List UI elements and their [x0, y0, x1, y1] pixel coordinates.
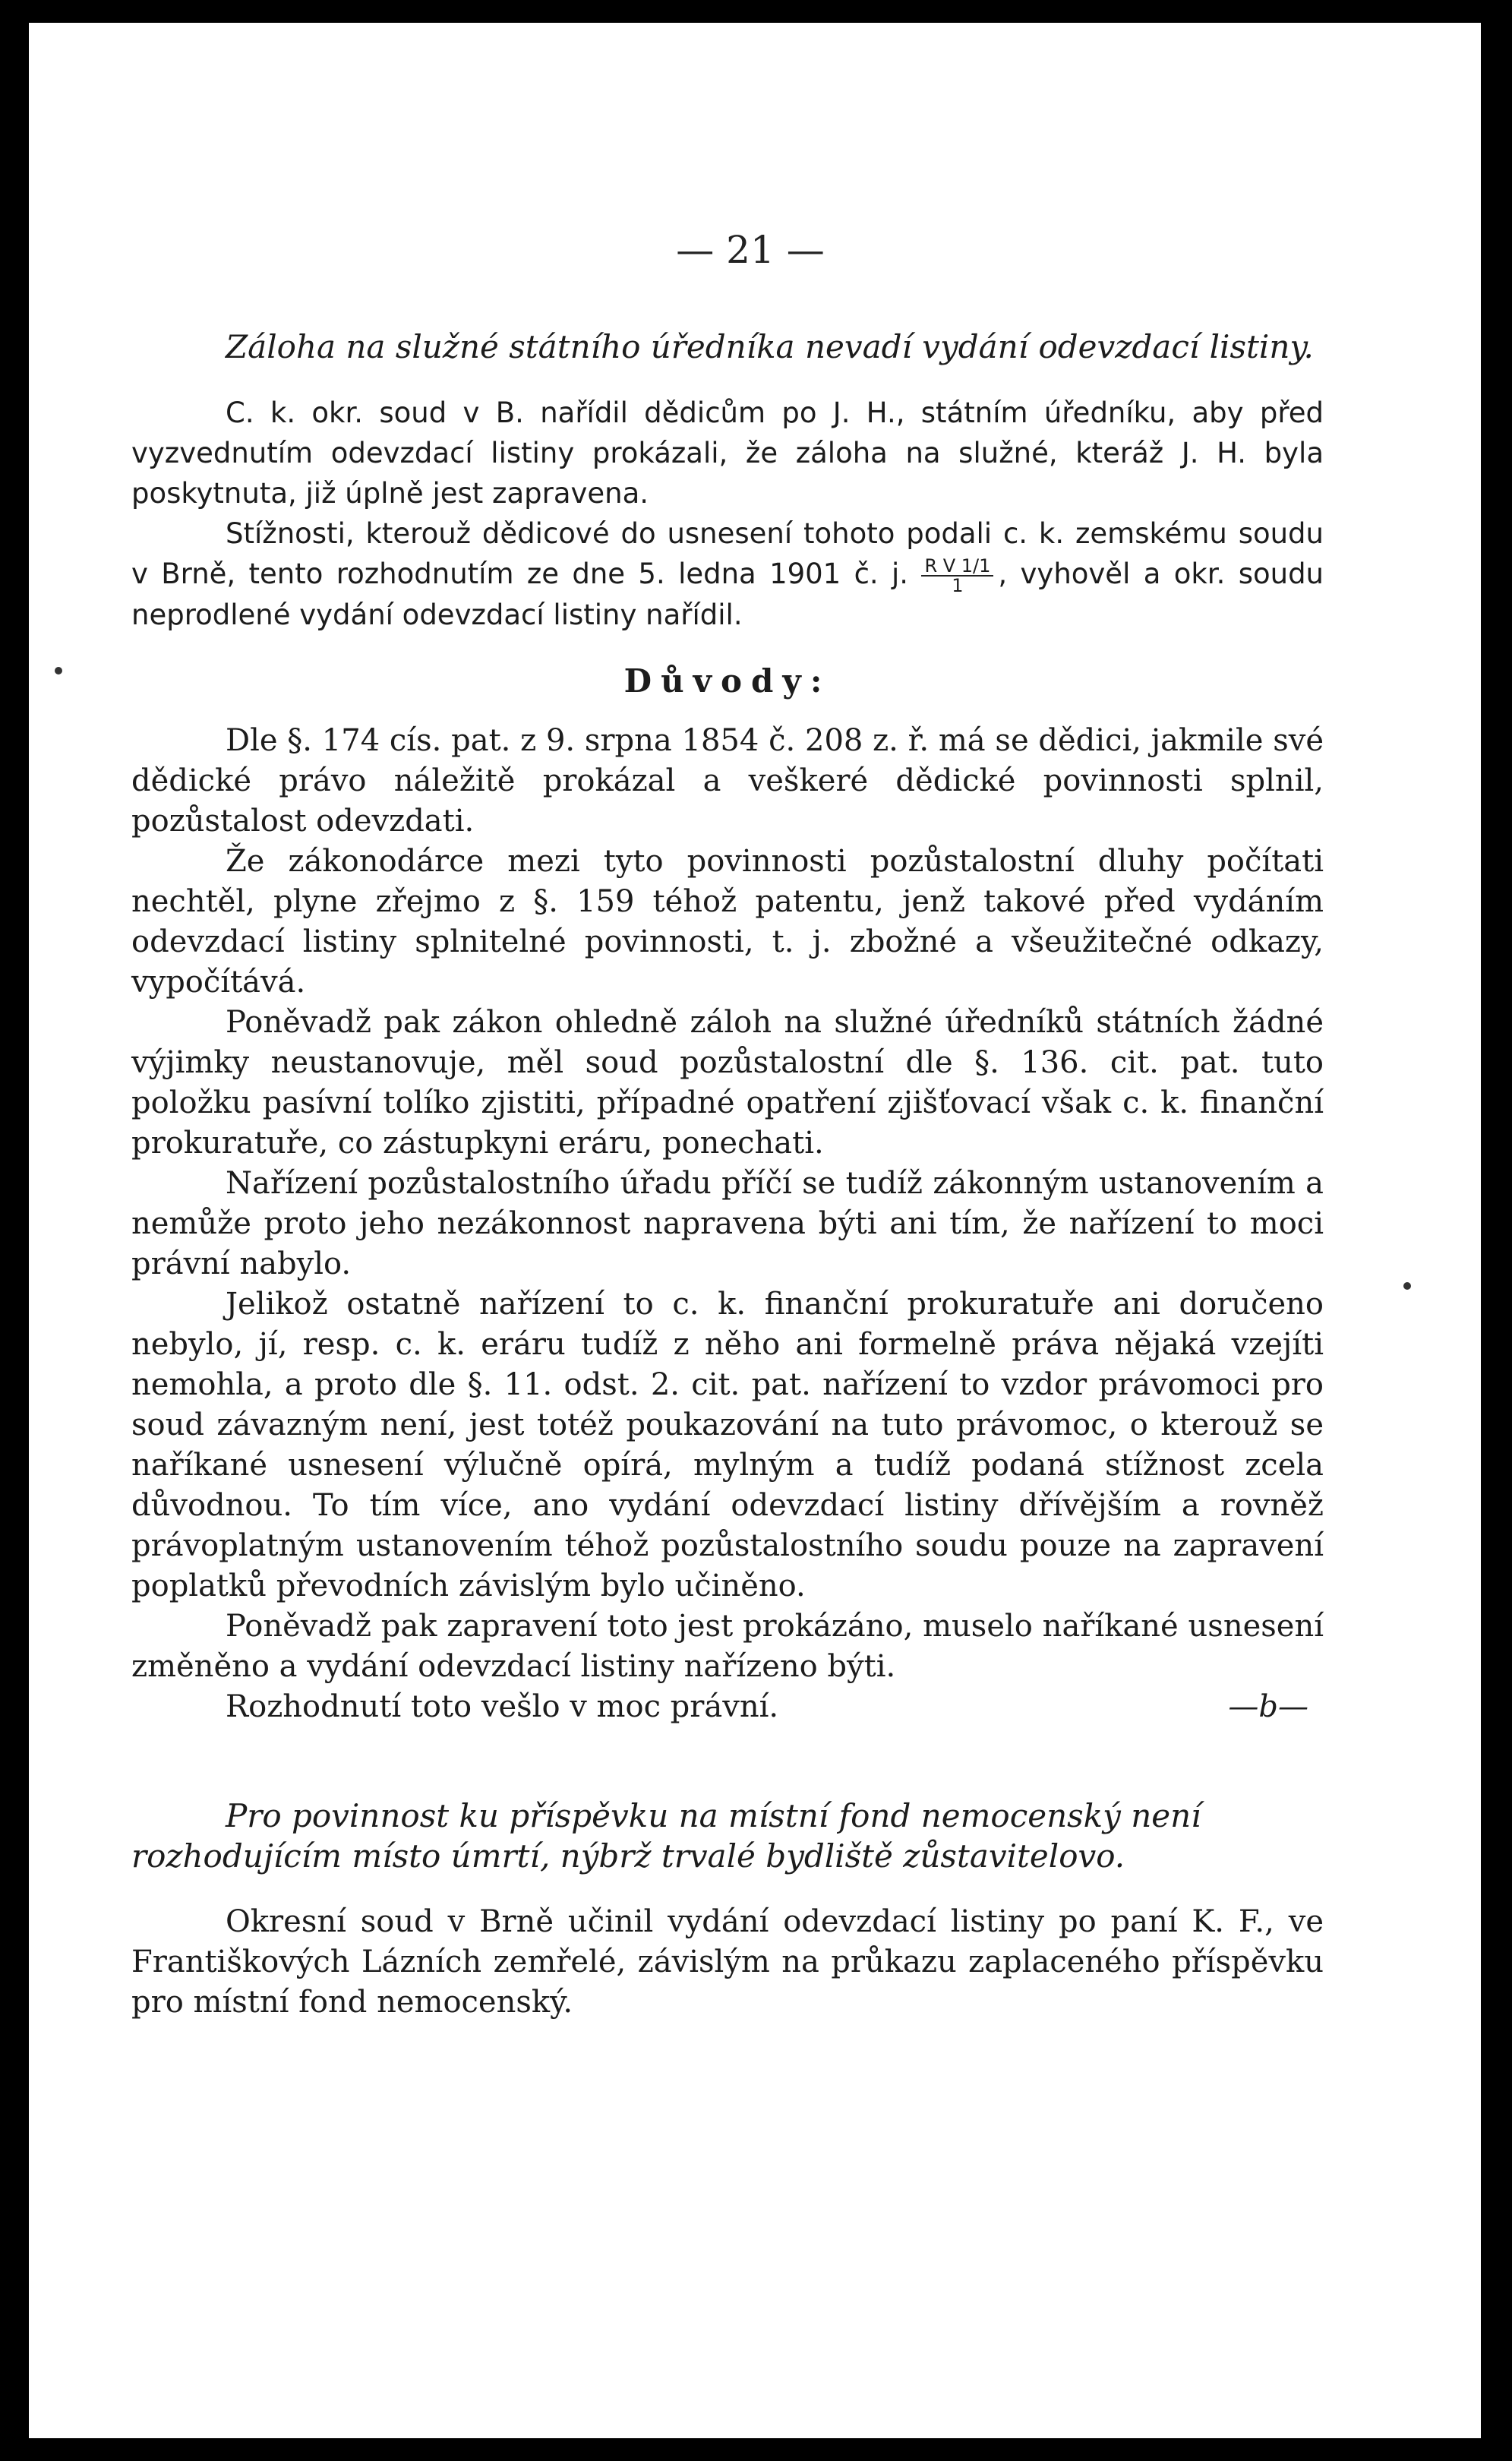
page-number: — 21 — — [676, 228, 825, 272]
paragraph: Okresní soud v Brně učinil vydání odevzdací listiny po paní K. F., ve Františkových Lázních zemřelé, závislým na průkazu zaplaceného příspěvku pro místní fond nemocenský. — [131, 1903, 1324, 2020]
case-number-fraction — [921, 554, 993, 596]
reasons-heading: Důvody: — [623, 662, 832, 700]
section-heading: Záloha na služné státního úředníka nevadí vydání odevzdací listiny. — [226, 328, 1314, 365]
paragraph: Poněvadž pak zákon ohledně záloh na služné úředníků státních žádné výjimky neustanovuje, měl soud pozůstalostní dle §. 136. cit. pat. tuto položku pasívní tolíko zjistiti, případné opatření zjišťovací však c. k. finanční prokuratuře, co zástupkyni eráru, ponechati. — [131, 1004, 1324, 1161]
scan-speck — [1403, 1282, 1411, 1290]
fraction-denominator: 1 — [952, 574, 964, 596]
closing-text: Rozhodnutí toto vešlo v moc právní. — [226, 1689, 779, 1724]
paragraph — [131, 513, 1324, 635]
section-heading: Pro povinnost ku příspěvku na místní fond nemocenský není rozhodujícím místo úmrtí, nýbrž trvalé bydliště zůstavitelovo. — [131, 1796, 1201, 1875]
paragraph: Nařízení pozůstalostního úřadu příčí se tudíž zákonným ustanovením a nemůže proto jeho nezákonnost napravena býti ani tím, že nařízení to moci právní nabylo. — [131, 1165, 1324, 1281]
paragraph: Jelikož ostatně nařízení to c. k. finanční prokuratuře ani doručeno nebylo, jí, resp. c. k. eráru tudíž z něho ani formelně práva nějaká vzejíti nemohla, a proto dle §. 11. odst. 2. cit. pat. nařízení to vzdor právomoci pro soud závazným není, jest totéž poukazování na tuto právomoc, o kterouž se naříkané usnesení výlučně opírá, mylným a tudíž podaná stížnost zcela důvodnou. To tím více, ano vydání odevzdací listiny dřívějším a rovněž právoplatným ustanovením téhož pozůstalostního soudu pouze na zapravení poplatků převodních závislým bylo učiněno. — [131, 1286, 1324, 1603]
paragraph-text: , vyhověl a okr. soudu neprodlené vydání odevzdací listiny nařídil. — [131, 558, 1324, 631]
paragraph: Že zákonodárce mezi tyto povinnosti pozůstalostní dluhy počítati nechtěl, plyne zřejmo z §. 159 téhož patentu, jenž takové před vydáním odevzdací listiny splnitelné povinnosti, t. j. zbožné a všeužitečné odkazy, vypočítává. — [131, 843, 1324, 1000]
paragraph: Poněvadž pak zapravení toto jest prokázáno, muselo naříkané usnesení změněno a vydání odevzdací listiny nařízeno býti. — [131, 1608, 1324, 1684]
document-body — [131, 327, 1324, 2023]
scan-speck — [55, 667, 62, 674]
closing-line — [131, 1687, 1324, 1727]
fraction-numerator: R V 1/1 — [921, 557, 993, 577]
document-page — [29, 23, 1481, 2438]
paragraph-text: Stížnosti, kterouž dědicové do usnesení tohoto podali c. k. zemskému soudu v Brně, tento rozhodnutím ze dne 5. ledna 1901 č. j. — [131, 517, 1324, 590]
paragraph: Dle §. 174 cís. pat. z 9. srpna 1854 č. 208 z. ř. má se dědici, jakmile své dědické právo náležitě prokázal a veškeré dědické povinnosti splnil, pozůstalost odevzdati. — [131, 722, 1324, 839]
paragraph: C. k. okr. soud v B. nařídil dědicům po J. H., státním úředníku, aby před vyzvednutím odevzdací listiny prokázali, že záloha na služné, kteráž J. H. byla poskytnuta, již úplně jest zapravena. — [131, 396, 1324, 510]
signature: —b— — [1228, 1689, 1308, 1724]
